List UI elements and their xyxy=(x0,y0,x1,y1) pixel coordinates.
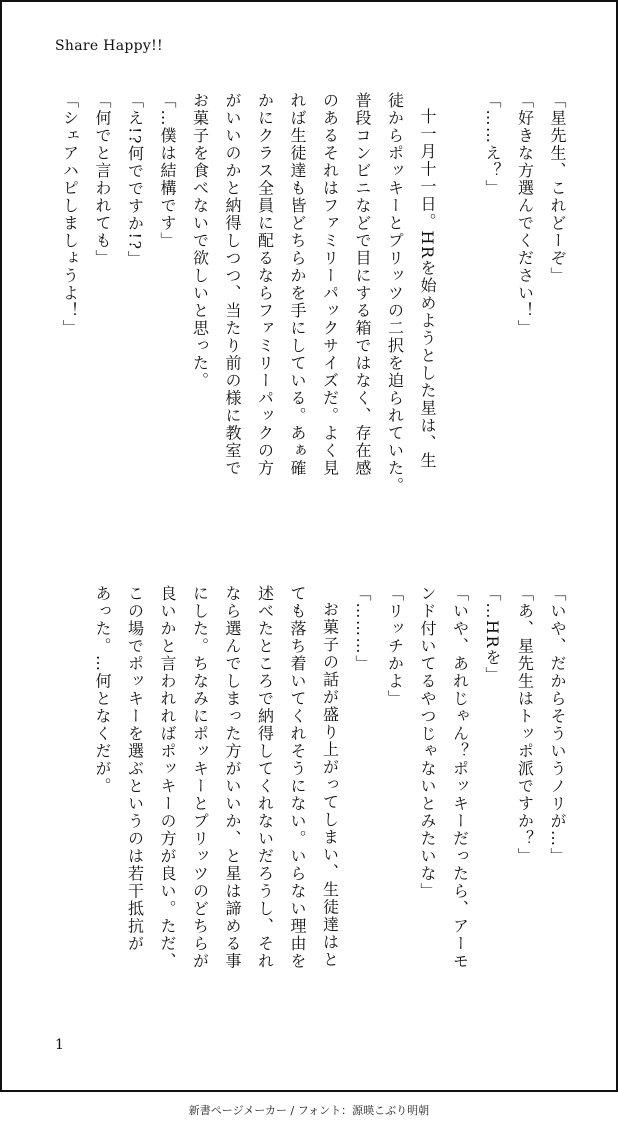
text-line: 徒からポッキーとプリッツの二択を迫られていた。 xyxy=(385,92,405,495)
text-line: れば生徒達も皆どちらかを手にしている。あぁ確 xyxy=(288,92,307,477)
footer-credit: 新書ページメーカー / フォント：源暎こぶり明朝 xyxy=(188,1104,430,1117)
text-line: かにクラス全員に配るならファミリーパックの方 xyxy=(255,92,275,477)
text-line: 「シェアハピしましょうよ！」 xyxy=(60,92,80,337)
text-line: 「いや、だからそういうノリが…」 xyxy=(548,585,567,865)
text-line: ても落ち着いてくれそうにない。いらない理由を xyxy=(288,585,307,970)
text-line: この場でポッキーを選ぶというのは若干抵抗が xyxy=(125,585,145,953)
text-line: 「………」 xyxy=(353,585,372,673)
text-line: あった。…何となくだが。 xyxy=(93,585,112,795)
text-line: 「いや、あれじゃん？ポッキーだったら、アーモ xyxy=(450,585,470,970)
text-line: にした。ちなみにポッキーとプリッツのどちらが xyxy=(190,585,210,970)
text-line: 「リッチかよ」 xyxy=(385,585,405,708)
text-block-top xyxy=(53,92,573,562)
text-line xyxy=(443,92,476,562)
text-line: 良いかと言われればポッキーの方が良い。ただ、 xyxy=(158,585,177,970)
text-line: ンド付いてるやつじゃないとみたいな」 xyxy=(418,585,437,900)
text-line: 「…僕は結構です」 xyxy=(158,92,177,250)
text-line: 「星先生、これどーぞ」 xyxy=(548,92,567,285)
text-line: 「……え？」 xyxy=(483,92,502,197)
text-block-bottom xyxy=(86,585,574,1015)
text-line: がいいのかと納得しつつ、当たり前の様に教室で xyxy=(223,92,242,477)
book-title: Share Happy!! xyxy=(55,38,163,54)
text-line: 「あ、星先生はトッポ派ですか？」 xyxy=(515,585,535,865)
text-line: 「…HRを」 xyxy=(483,585,502,684)
text-line: 述べたところで納得してくれないだろうし、それ xyxy=(255,585,275,970)
text-line: なら選んでしまった方がいいか、と星は諦める事 xyxy=(223,585,242,970)
text-line: 「何でと言われても」 xyxy=(93,92,112,267)
text-line: 「好きな方選んでください！」 xyxy=(515,92,535,337)
text-line: のあるそれはファミリーパックサイズだ。よく見 xyxy=(320,92,340,477)
text-line: 十一月十一日。HRを始めようとした星は、生 xyxy=(418,108,437,470)
text-line: お菓子を食べないで欲しいと思った。 xyxy=(190,92,210,390)
page-number: 1 xyxy=(55,1037,64,1053)
text-line: 「え!?何でですか!?」 xyxy=(125,92,145,269)
text-line: 普段コンビニなどで目にする箱ではなく、存在感 xyxy=(353,92,372,477)
text-line: お菓子の話が盛り上がってしまい、生徒達はと xyxy=(320,601,340,969)
